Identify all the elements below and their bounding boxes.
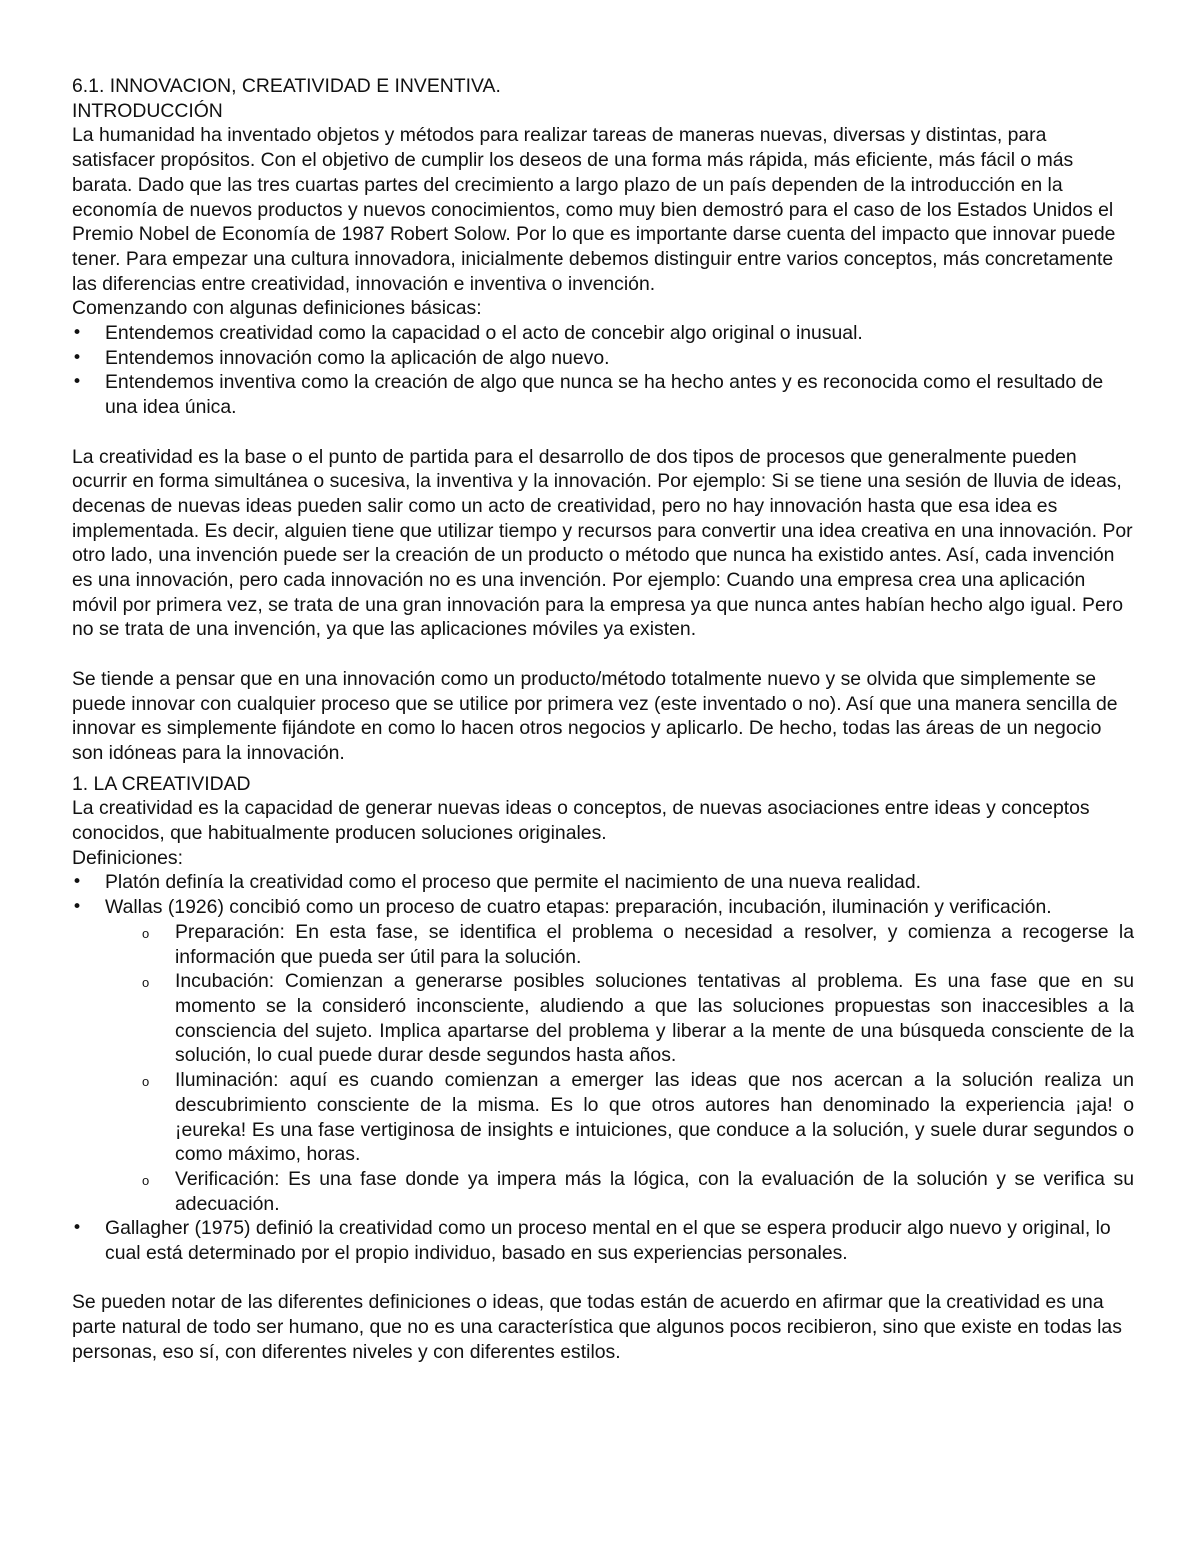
creativity-paragraph: La creatividad es la capacidad de generar nuevas ideas o conceptos, de nuevas asociaciones entre ideas y conceptos conocidos, que habitualmente producen soluciones originales. [72, 797, 1090, 845]
list-item: • Platón definía la creatividad como el proceso que permite el nacimiento de una nueva realidad. [72, 870, 1134, 895]
spacer [72, 642, 1134, 667]
intro-heading: INTRODUCCIÓN [72, 99, 223, 122]
section-heading: 1. LA CREATIVIDAD [72, 772, 251, 795]
list-item: • Entendemos innovación como la aplicación de algo nuevo. [72, 346, 1134, 371]
creativity-base-paragraph: La creatividad es la base o el punto de partida para el desarrollo de dos tipos de procesos que generalmente pueden ocurrir en forma simultánea o sucesiva, la inventiva y la innovación. Por ejemplo: Si se tiene una sesión de lluvia de ideas, decenas de nuevas ideas pueden salir como un acto de creatividad, pero no hay innovación hasta que esa idea es implementada. Es decir, alguien tiene que utilizar tiempo y recursos para convertir una idea creativa en una innovación. Por otro lado, una invención puede ser la creación de un producto o método que nunca ha existido antes. Así, cada invención es una innovación, pero cada innovación no es una invención. Por ejemplo: Cuando una empresa crea una aplicación móvil por primera vez, se trata de una gran innovación para la empresa ya que nunca antes habían hecho algo igual. Pero no se trata de una invención, ya que las aplicaciones móviles ya existen. [72, 445, 1133, 641]
spacer [72, 420, 1134, 445]
list-item: • Entendemos inventiva como la creación de algo que nunca se ha hecho antes y es reconocida como el resultado de una idea única. [72, 370, 1134, 419]
stage-item: o Iluminación: aquí es cuando comienzan a emerger las ideas que nos acercan a la solución realiza un descubrimiento consciente de la misma. Es lo que otros autores han denominado la experiencia ¡aja! o ¡eureka! Es una fase vertiginosa de insights e intuiciones, que conduce a la solución, y suele durar segundos o como máximo, horas. [142, 1068, 1134, 1167]
stage-item: o Preparación: En esta fase, se identifica el problema o necesidad a resolver, y comienza a recogerse la información que pueda ser útil para la solución. [142, 920, 1134, 969]
document-page [72, 74, 1134, 1365]
stage-item: o Verificación: Es una fase donde ya impera más la lógica, con la evaluación de la solución y se verifica su adecuación. [142, 1167, 1134, 1216]
creativity-definitions-list [72, 870, 1134, 1265]
wallas-stages-list [105, 920, 1134, 1216]
definitions-heading: Definiciones: [72, 846, 184, 869]
list-item [72, 895, 1134, 1216]
list-item: • Entendemos creatividad como la capacidad o el acto de concebir algo original o inusual. [72, 321, 1134, 346]
innovation-paragraph: Se tiende a pensar que en una innovación como un producto/método totalmente nuevo y se olvida que simplemente se puede innovar con cualquier proceso que se utilice por primera vez (este inventado o no). Así que una manera sencilla de innovar es simplemente fijándote en como lo hacen otros negocios y aplicarlo. De hecho, todas las áreas de un negocio son idóneas para la innovación. [72, 667, 1118, 764]
list-item-text: Wallas (1926) concibió como un proceso de cuatro etapas: preparación, incubación, iluminación y verificación. [105, 896, 1052, 919]
stage-item: o Incubación: Comienzan a generarse posibles soluciones tentativas al problema. Es una fase que en su momento se la consideró inconsciente, aludiendo a que las soluciones propuestas son inaccesibles a la consciencia del sujeto. Implica apartarse del problema y liberar a la mente de una búsqueda consciente de la solución, lo cual puede durar desde segundos hasta años. [142, 969, 1134, 1068]
closing-paragraph: Se pueden notar de las diferentes definiciones o ideas, que todas están de acuerdo en afirmar que la creatividad es una parte natural de todo ser humano, que no es una característica que algunos pocos recibieron, sino que existe en todas las personas, eso sí, con diferentes niveles y con diferentes estilos. [72, 1291, 1122, 1363]
definitions-lead: Comenzando con algunas definiciones básicas: [72, 297, 482, 320]
list-item: • Gallagher (1975) definió la creatividad como un proceso mental en el que se espera producir algo nuevo y original, lo cual está determinado por el propio individuo, basado en sus experiencias personales. [72, 1216, 1134, 1265]
intro-paragraph: La humanidad ha inventado objetos y métodos para realizar tareas de maneras nuevas, diversas y distintas, para satisfacer propósitos. Con el objetivo de cumplir los deseos de una forma más rápida, más eficiente, más fácil o más barata. Dado que las tres cuartas partes del crecimiento a largo plazo de un país dependen de la introducción en la economía de nuevos productos y nuevos conocimientos, como muy bien demostró para el caso de los Estados Unidos el Premio Nobel de Economía de 1987 Robert Solow. Por lo que es importante darse cuenta del impacto que innovar puede tener. Para empezar una cultura innovadora, inicialmente debemos distinguir entre varios conceptos, más concretamente las diferencias entre creatividad, innovación e inventiva o invención. [72, 124, 1116, 295]
document-title: 6.1. INNOVACION, CREATIVIDAD E INVENTIVA. [72, 75, 501, 97]
basic-definitions-list [72, 321, 1134, 420]
spacer [72, 1266, 1134, 1291]
